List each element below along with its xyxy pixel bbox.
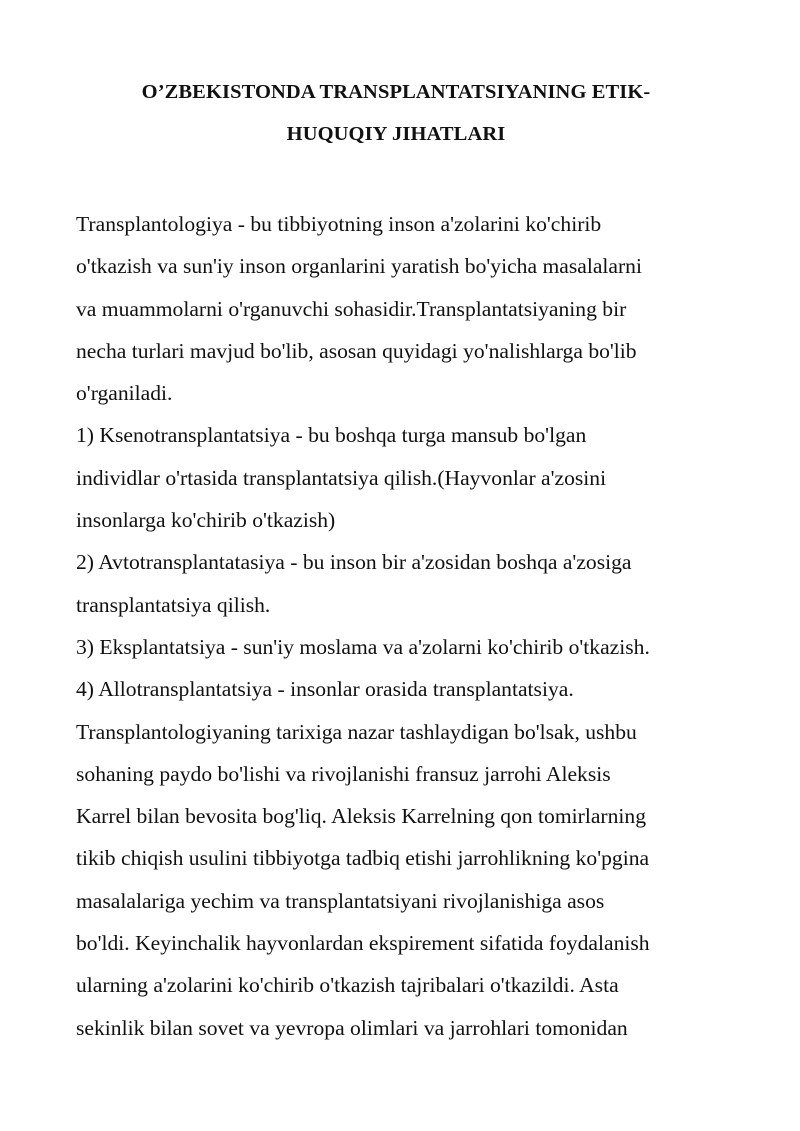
body-line: o'rganiladi. xyxy=(76,381,173,406)
document-title xyxy=(76,71,716,155)
body-line: bo'ldi. Keyinchalik hayvonlardan ekspirement sifatida foydalanish xyxy=(76,931,650,956)
title-line-1: O’ZBEKISTONDA TRANSPLANTATSIYANING ETIK- xyxy=(141,81,651,103)
title-line-2: HUQUQIY JIHATLARI xyxy=(286,123,506,145)
body-line: ularning a'zolarini ko'chirib o'tkazish tajribalari o'tkazildi. Asta xyxy=(76,973,619,998)
body-line: sekinlik bilan sovet va yevropa olimlari va jarrohlari tomonidan xyxy=(76,1015,628,1040)
body-line: va muammolarni o'rganuvchi sohasidir.Transplantatsiyaning bir xyxy=(76,296,627,321)
document-body xyxy=(76,203,716,1049)
body-line: tikib chiqish usulini tibbiyotga tadbiq etishi jarrohlikning ko'pgina xyxy=(76,846,650,871)
list-item-3: 3) Eksplantatsiya - sun'iy moslama va a'zolarni ko'chirib o'tkazish. xyxy=(76,634,650,659)
body-line: Karrel bilan bevosita bog'liq. Aleksis Karrelning qon tomirlarning xyxy=(76,804,647,829)
body-line: Transplantologiyaning tarixiga nazar tashlaydigan bo'lsak, ushbu xyxy=(76,719,637,744)
body-line: insonlarga ko'chirib o'tkazish) xyxy=(76,508,336,533)
list-item-4: 4) Allotransplantatsiya - insonlar orasida transplantatsiya. xyxy=(76,677,574,702)
body-line: masalalariga yechim va transplantatsiyani rivojlanishiga asos xyxy=(76,888,605,913)
body-line: necha turlari mavjud bo'lib, asosan quyidagi yo'nalishlarga bo'lib xyxy=(76,338,637,363)
list-item-1: 1) Ksenotransplantatsiya - bu boshqa turga mansub bo'lgan xyxy=(76,423,587,448)
list-item-2: 2) Avtotransplantatasiya - bu inson bir a'zosidan boshqa a'zosiga xyxy=(76,550,632,575)
body-line: sohaning paydo bo'lishi va rivojlanishi fransuz jarrohi Aleksis xyxy=(76,761,611,786)
body-line: Transplantologiya - bu tibbiyotning inson a'zolarini ko'chirib xyxy=(76,212,602,236)
body-line: transplantatsiya qilish. xyxy=(76,592,271,617)
body-line: individlar o'rtasida transplantatsiya qilish.(Hayvonlar a'zosini xyxy=(76,465,607,490)
body-line: o'tkazish va sun'iy inson organlarini yaratish bo'yicha masalalarni xyxy=(76,254,642,279)
